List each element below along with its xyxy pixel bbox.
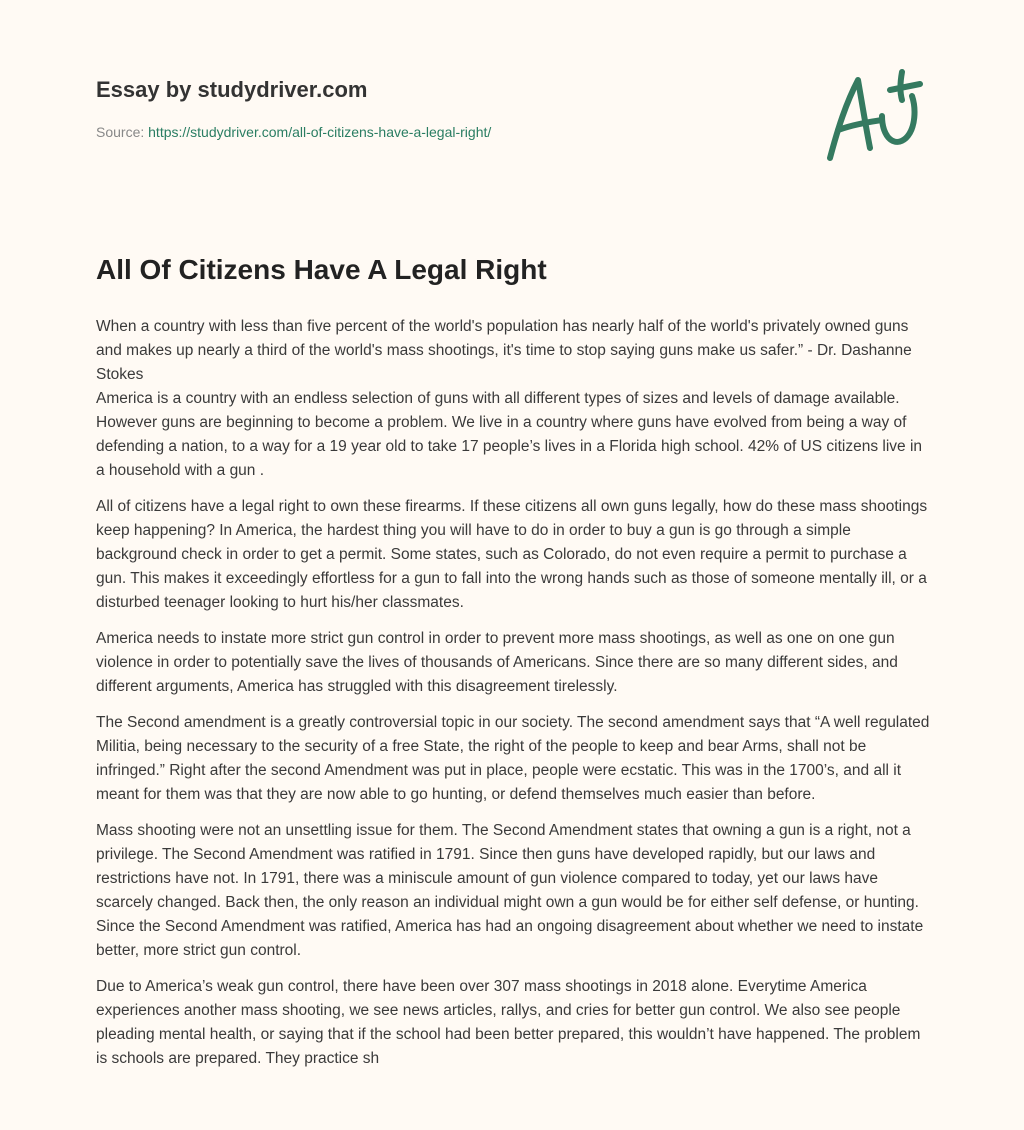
source-link[interactable]: https://studydriver.com/all-of-citizens-have-a-legal-right/	[148, 124, 492, 140]
a-plus-logo-icon	[820, 68, 930, 168]
paragraph: Due to America’s weak gun control, there have been over 307 mass shootings in 2018 alone. Everytime America experiences another mass shooting, we see news articles, rallys, and cries for better gun control. We also see people pleading mental health, or saying that if the school had been better prepared, this wouldn’t have happened. The problem is schools are prepared. They practice sh	[96, 978, 921, 1067]
source-label: Source:	[96, 124, 149, 140]
site-brand: Essay by studydriver.com	[96, 77, 368, 102]
paragraph: The Second amendment is a greatly controversial topic in our society. The second amendment says that “A well regulated Militia, being necessary to the security of a free State, the right of the people to keep and bear Arms, shall not be infringed.” Right after the second Amendment was put in place, people were ecstatic. This was in the 1700’s, and all it meant for them was that they are now able to go hunting, or defend themselves much easier than before.	[96, 714, 930, 803]
paragraph: When a country with less than five percent of the world's population has nearly half of the world's privately owned guns and makes up nearly a third of the world's mass shootings, it's time to stop saying guns make us safer.” - Dr. Dashanne Stokes	[96, 318, 912, 383]
paragraph: All of citizens have a legal right to own these firearms. If these citizens all own guns legally, how do these mass shootings keep happening? In America, the hardest thing you will have to do in order to buy a gun is go through a simple background check in order to get a permit. Some states, such as Colorado, do not even require a permit to purchase a gun. This makes it exceedingly effortless for a gun to fall into the wrong hands such as those of someone mentally ill, or a disturbed teenager looking to hurt his/her classmates.	[96, 498, 928, 611]
paragraph: Mass shooting were not an unsettling issue for them. The Second Amendment states that owning a gun is a right, not a privilege. The Second Amendment was ratified in 1791. Since then guns have developed rapidly, but our laws and restrictions have not. In 1791, there was a miniscule amount of gun violence compared to today, yet our laws have scarcely changed. Back then, the only reason an individual might own a gun would be for either self defense, or hunting. Since the Second Amendment was ratified, America has had an ongoing disagreement about whether we need to instate better, more strict gun control.	[96, 822, 924, 959]
paragraph: America is a country with an endless selection of guns with all different types of sizes and levels of damage available. However guns are beginning to become a problem. We live in a country where guns have evolved from being a way of defending a nation, to a way for a 19 year old to take 17 people’s lives in a Florida high school. 42% of US citizens live in a household with a gun .	[96, 390, 923, 479]
essay-body	[96, 315, 932, 1083]
source-line	[96, 124, 491, 140]
essay-title: All Of Citizens Have A Legal Right	[96, 254, 547, 285]
paragraph: America needs to instate more strict gun control in order to prevent more mass shootings, as well as one on one gun violence in order to potentially save the lives of thousands of Americans. Since there are so many different sides, and different arguments, America has struggled with this disagreement tirelessly.	[96, 630, 898, 695]
